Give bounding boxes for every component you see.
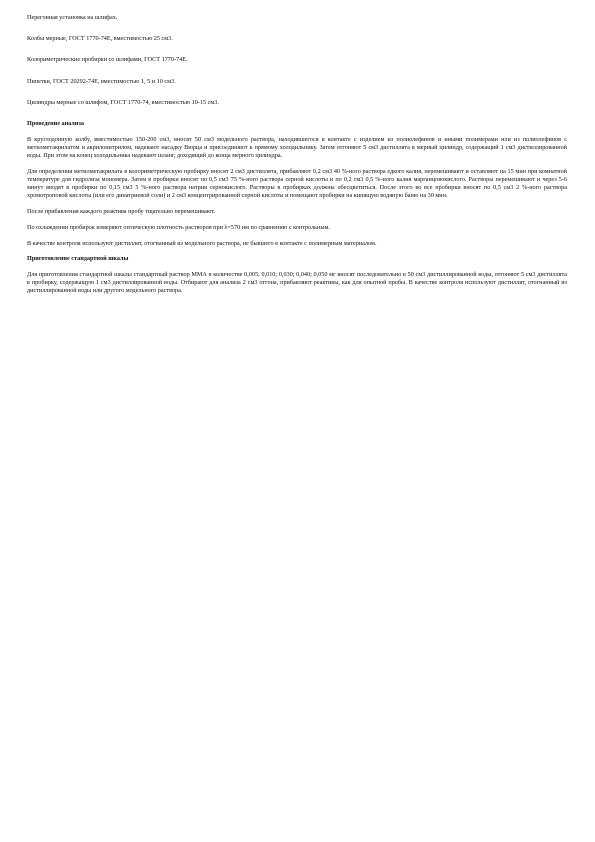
section-heading-analysis: Проведение анализа: [27, 120, 84, 128]
analysis-paragraph-1: В круглодонную колбу, вместимостью 150-200 см3, вносят 50 см3 модельного раствора, находившегося в контакте с изделием из полиолефинов и иными полимерами или из полиолефинов с метилметакрилатом и акрилонитрилом, надевают насадку Вюрца и присоединяют к прямому холодильнику. Затем отгоняют 5 см3 дистиллята в мерный цилиндр, содержащий 1 см3 дистиллированной воды. При этом на конец холодильника надевают шланг, доходящий до конца мерного цилиндра.: [27, 135, 569, 160]
equipment-line-tubes: Колориметрические пробирки со шлифами, ГОСТ 1770-74Е.: [27, 56, 188, 64]
document-page: [27, 14, 567, 303]
analysis-paragraph-4: По охлаждении пробирок измеряют оптическую плотность растворов при λ=570 нм по сравнению с контрольным.: [27, 223, 330, 231]
analysis-paragraph-5: В качестве контроля используют дистиллят, отогнанный из модельного раствора, не бывшего в контакте с полимерным материалом.: [27, 239, 377, 247]
equipment-line-cylinders: Цилиндры мерные со шлифом, ГОСТ 1770-74, вместимостью 10-15 см3.: [27, 98, 219, 106]
equipment-line-pipettes: Пипетки, ГОСТ 20292-74Е, вместимостью 1, 5 и 10 см3.: [27, 77, 176, 85]
equipment-line-flasks: Колбы мерные, ГОСТ 1770-74Е, вместимостью 25 см3.: [27, 35, 173, 43]
equipment-line-distillation: Перегонная установка на шлифах.: [27, 14, 118, 21]
standard-scale-paragraph: Для приготовления стандартной шкалы стандартный раствор ММА в количестве 0,005; 0,010; 0,030; 0,040; 0,050 мг вносят последовательно в 50 см3 дистиллированной воды, отгоняют 5 см3 дистиллята в пробирку, содержащую 1 см3 дистиллированной воды. Отбирают для анализа 2 см3 отгона, прибавляют реактивы, как для опытной пробы. В качестве контроля используют дистиллят, отогнанный из дистиллированной воды или другого модельного раствора.: [27, 270, 569, 295]
section-heading-standard-scale: Приготовление стандартной шкалы: [27, 255, 129, 263]
analysis-paragraph-2: Для определения метилметакрилата в колориметрическую пробирку вносят 2 см3 дистиллята, прибавляют 0,2 см3 40 %-ного раствора едкого калия, перемешивают и оставляют на 15 мин при комнатной температуре для гидролиза мономера. Затем в пробирки вносят по 0,5 см3 75 %-ного раствора серной кислоты и по 0,2 см3 0,5 %-ного калия марганцовокислого. Растворы перемешивают и через 5-6 минут вводят в пробирки по 0,15 см3 5 %-ного раствора натрия сернокислого. Растворы в пробирках должны обесцветиться. После этого во все пробирки вносят по 0,5 см3 2 %-ного раствора хромотроповой кислоты (или его динатриевой соли) и 2 см3 концентрированной серной кислоты и помещают пробирки на кипящую водяную баню на 30 мин.: [27, 167, 569, 200]
analysis-paragraph-3: После прибавления каждого реактива пробу тщательно перемешивают.: [27, 208, 216, 216]
